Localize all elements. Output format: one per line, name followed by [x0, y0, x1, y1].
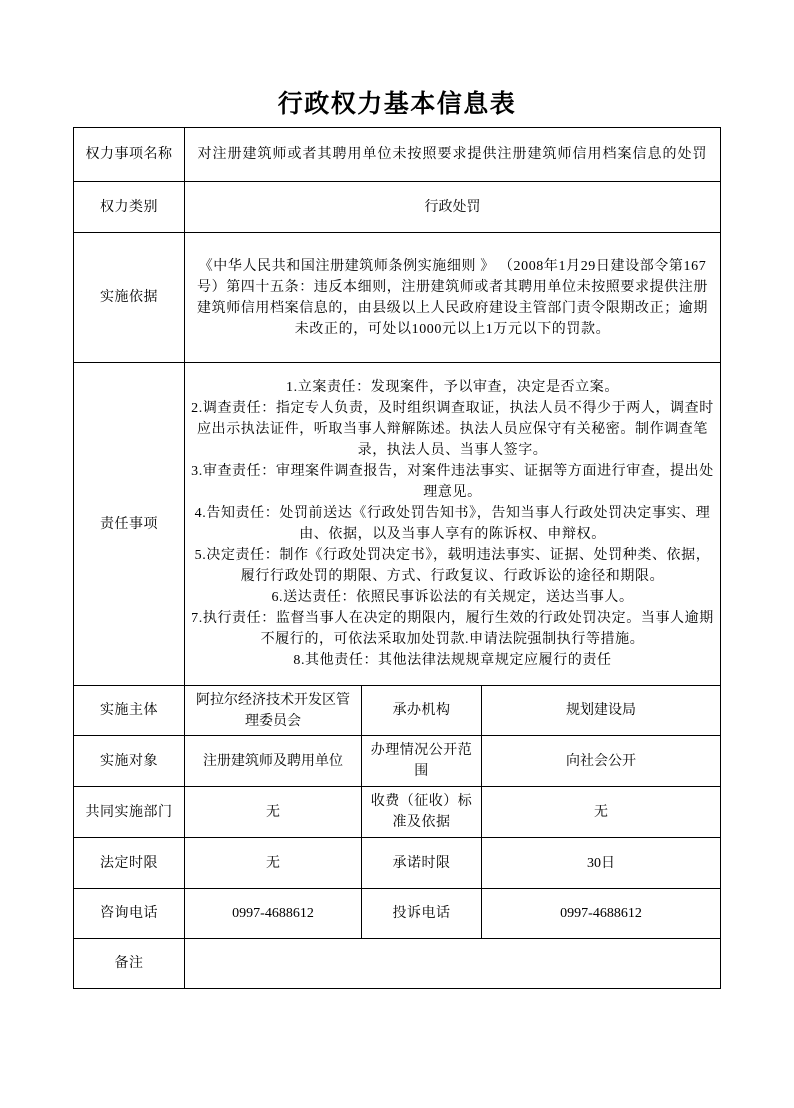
- category-label: 权力类别: [74, 182, 185, 233]
- row-subject: [74, 686, 721, 736]
- legal-limit-label: 法定时限: [74, 838, 185, 889]
- target-value: 注册建筑师及聘用单位: [185, 736, 362, 787]
- fee-standard-value: 无: [482, 787, 721, 838]
- duty-item: 4.告知责任：处罚前送达《行政处罚告知书》，告知当事人行政处罚决定事实、理由、依据，以及当事人享有的陈诉权、申辩权。: [194, 506, 711, 542]
- remark-label: 备注: [74, 939, 185, 989]
- category-value: 行政处罚: [185, 182, 721, 233]
- consult-phone-value: 0997-4688612: [185, 889, 362, 939]
- handling-org-value: 规划建设局: [482, 686, 721, 736]
- duties-list: [191, 377, 714, 671]
- basis-value: 《中华人民共和国注册建筑师条例实施细则 》 （2008年1月29日建设部令第167号）第四十五条：违反本细则，注册建筑师或者其聘用单位未按照要求提供注册建筑师信用档案信息的，由县级以上人民政府建设主管部门责令限期改正；逾期未改正的，可处以1000元以上1万元以下的罚款。: [185, 233, 721, 363]
- page-title: 行政权力基本信息表: [277, 91, 517, 118]
- complaint-phone-value: 0997-4688612: [482, 889, 721, 939]
- legal-limit-value: 无: [185, 838, 362, 889]
- info-table: [73, 127, 721, 989]
- basis-label: 实施依据: [74, 233, 185, 363]
- handling-org-label: 承办机构: [362, 686, 482, 736]
- subject-label: 实施主体: [74, 686, 185, 736]
- fee-standard-label: 收费（征收）标准及依据: [362, 787, 482, 838]
- promised-limit-label: 承诺时限: [362, 838, 482, 889]
- row-phone: [74, 889, 721, 939]
- row-target: [74, 736, 721, 787]
- row-time-limit: [74, 838, 721, 889]
- row-item-name: [74, 128, 721, 182]
- duty-item: 2.调查责任：指定专人负责，及时组织调查取证，执法人员不得少于两人，调查时应出示执法证件，听取当事人辩解陈述。执法人员应保守有关秘密。制作调查笔录，执法人员、当事人签字。: [191, 401, 714, 458]
- item-name-value: 对注册建筑师或者其聘用单位未按照要求提供注册建筑师信用档案信息的处罚: [185, 128, 721, 182]
- row-basis: [74, 233, 721, 363]
- duty-item: 1.立案责任：发现案件，予以审查，决定是否立案。: [286, 380, 619, 395]
- consult-phone-label: 咨询电话: [74, 889, 185, 939]
- row-category: [74, 182, 721, 233]
- item-name-label: 权力事项名称: [74, 128, 185, 182]
- duties-value: [185, 363, 721, 686]
- complaint-phone-label: 投诉电话: [362, 889, 482, 939]
- subject-value: 阿拉尔经济技术开发区管理委员会: [185, 686, 362, 736]
- remark-value: [185, 939, 721, 989]
- duties-label: 责任事项: [74, 363, 185, 686]
- disclosure-scope-label: 办理情况公开范围: [362, 736, 482, 787]
- joint-dept-value: 无: [185, 787, 362, 838]
- duty-item: 7.执行责任：监督当事人在决定的期限内，履行生效的行政处罚决定。当事人逾期不履行的，可依法采取加处罚款.申请法院强制执行等措施。: [191, 611, 714, 647]
- disclosure-scope-value: 向社会公开: [482, 736, 721, 787]
- target-label: 实施对象: [74, 736, 185, 787]
- row-duties: [74, 363, 721, 686]
- duty-item: 6.送达责任：依照民事诉讼法的有关规定，送达当事人。: [271, 590, 634, 605]
- joint-dept-label: 共同实施部门: [74, 787, 185, 838]
- row-remark: [74, 939, 721, 989]
- duty-item: 5.决定责任：制作《行政处罚决定书》，载明违法事实、证据、处罚种类、依据，履行行政处罚的期限、方式、行政复议、行政诉讼的途径和期限。: [194, 548, 711, 584]
- duty-item: 3.审查责任：审理案件调查报告，对案件违法事实、证据等方面进行审查，提出处理意见。: [191, 464, 714, 500]
- row-joint: [74, 787, 721, 838]
- duty-item: 8.其他责任：其他法律法规规章规定应履行的责任: [293, 653, 612, 668]
- promised-limit-value: 30日: [482, 838, 721, 889]
